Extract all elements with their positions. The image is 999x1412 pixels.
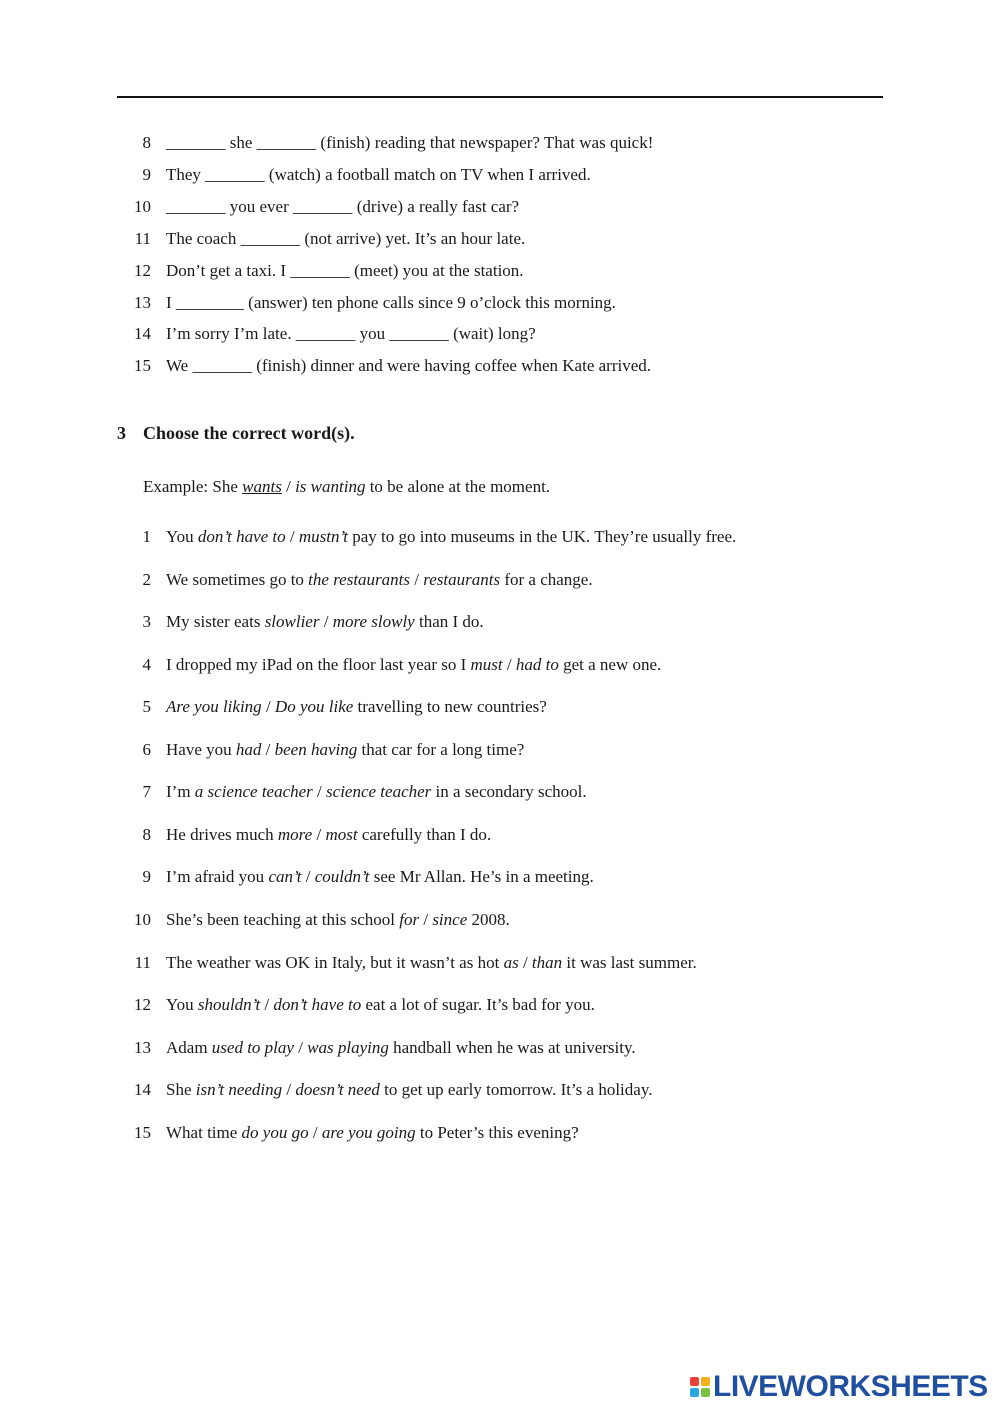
section-number: 3 bbox=[117, 423, 126, 443]
item-number: 15 bbox=[134, 356, 151, 376]
item-text: I’m a science teacher / science teacher in a secondary school. bbox=[166, 782, 587, 802]
top-rule bbox=[117, 96, 883, 98]
logo-mark-icon bbox=[690, 1377, 710, 1397]
item-text: The coach _______ (not arrive) yet. It’s an hour late. bbox=[166, 228, 526, 248]
item-text: You shouldn’t / don’t have to eat a lot of sugar. It’s bad for you. bbox=[166, 995, 595, 1015]
item-number: 8 bbox=[142, 824, 151, 844]
item-text: Don’t get a taxi. I _______ (meet) you at the station. bbox=[166, 260, 524, 280]
liveworksheets-logo bbox=[690, 1372, 988, 1402]
logo-text: LIVEWORKSHEETS bbox=[713, 1370, 988, 1403]
item-text: I’m afraid you can’t / couldn’t see Mr Allan. He’s in a meeting. bbox=[166, 867, 594, 887]
item-text: I ________ (answer) ten phone calls since 9 o’clock this morning. bbox=[166, 292, 616, 312]
item-number: 10 bbox=[134, 909, 151, 929]
item-text: My sister eats slowlier / more slowly than I do. bbox=[166, 612, 484, 632]
item-text: Are you liking / Do you like travelling to new countries? bbox=[166, 697, 547, 717]
item-number: 15 bbox=[134, 1122, 151, 1142]
item-text: We _______ (finish) dinner and were having coffee when Kate arrived. bbox=[166, 356, 651, 376]
item-text: He drives much more / most carefully than I do. bbox=[166, 824, 492, 844]
item-text: Adam used to play / was playing handball when he was at university. bbox=[166, 1037, 636, 1057]
section-title: Choose the correct word(s). bbox=[143, 423, 355, 443]
example-sentence: Example: She wants / is wanting to be alone at the moment. bbox=[143, 477, 551, 496]
item-number: 14 bbox=[134, 324, 151, 344]
item-number: 2 bbox=[142, 569, 151, 589]
item-number: 7 bbox=[142, 782, 151, 802]
item-text: You don’t have to / mustn’t pay to go into museums in the UK. They’re usually free. bbox=[166, 527, 737, 546]
item-number: 12 bbox=[134, 995, 151, 1015]
item-number: 1 bbox=[142, 527, 151, 546]
logo-square bbox=[701, 1388, 710, 1397]
logo-square bbox=[701, 1377, 710, 1386]
item-text: We sometimes go to the restaurants / restaurants for a change. bbox=[166, 569, 593, 589]
item-number: 13 bbox=[134, 292, 151, 312]
item-number: 9 bbox=[142, 164, 151, 184]
item-number: 3 bbox=[142, 612, 151, 632]
section-3-heading bbox=[117, 423, 355, 444]
item-text: _______ you ever _______ (drive) a really fast car? bbox=[166, 196, 520, 216]
item-number: 12 bbox=[134, 260, 151, 280]
item-text: Have you had / been having that car for a long time? bbox=[166, 739, 525, 759]
item-text: The weather was OK in Italy, but it wasn’t as hot as / than it was last summer. bbox=[166, 952, 697, 972]
item-number: 6 bbox=[142, 739, 151, 759]
item-text: I’m sorry I’m late. _______ you _______ (wait) long? bbox=[166, 324, 536, 344]
item-number: 13 bbox=[134, 1037, 151, 1057]
item-text: I dropped my iPad on the floor last year so I must / had to get a new one. bbox=[166, 654, 662, 674]
item-text: She’s been teaching at this school for / since 2008. bbox=[166, 909, 510, 929]
item-number: 8 bbox=[142, 133, 151, 152]
item-number: 14 bbox=[134, 1080, 151, 1100]
item-text: _______ she _______ (finish) reading that newspaper? That was quick! bbox=[166, 133, 654, 152]
item-number: 9 bbox=[142, 867, 151, 887]
item-text: They _______ (watch) a football match on TV when I arrived. bbox=[166, 164, 591, 184]
logo-square bbox=[690, 1388, 699, 1397]
logo-square bbox=[690, 1377, 699, 1386]
item-text: She isn’t needing / doesn’t need to get up early tomorrow. It’s a holiday. bbox=[166, 1080, 653, 1100]
item-number: 10 bbox=[134, 196, 151, 216]
item-number: 4 bbox=[142, 654, 151, 674]
item-number: 11 bbox=[134, 228, 151, 248]
item-number: 5 bbox=[142, 697, 151, 717]
item-text: What time do you go / are you going to Peter’s this evening? bbox=[166, 1122, 579, 1142]
item-number: 11 bbox=[134, 952, 151, 972]
